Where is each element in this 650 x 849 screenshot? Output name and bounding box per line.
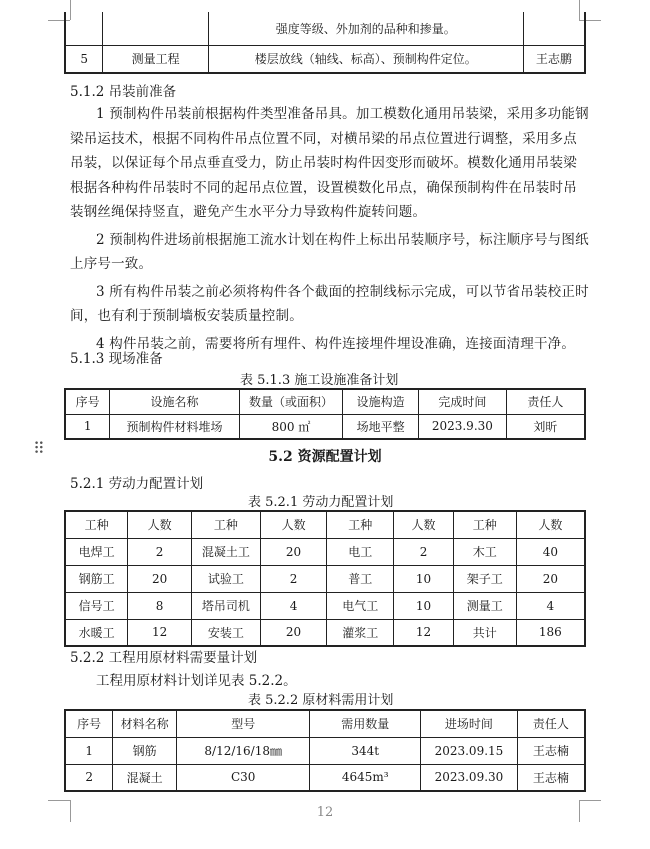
table-header-cell: 序号 [65, 389, 110, 414]
table-cell: 4645m³ [310, 764, 421, 791]
table-caption-5-2-1: 表 5.2.1 劳动力配置计划 [248, 495, 394, 510]
table-cell: 40 [516, 538, 585, 565]
table-cell: 架子工 [453, 565, 516, 592]
table-cell: 344t [310, 737, 421, 764]
table-header-cell: 人数 [260, 511, 327, 538]
table-cell: 电工 [327, 538, 394, 565]
top-table-cell: 王志鹏 [523, 45, 585, 73]
table-cell: 2023.09.30 [421, 764, 518, 791]
table-cell: 共计 [453, 619, 516, 646]
top-table-cell: 测量工程 [103, 45, 209, 73]
drag-handle-icon[interactable]: ⠿ [33, 439, 46, 458]
table-5-2-2 [64, 709, 586, 792]
table-cell: 水暖工 [65, 619, 128, 646]
table-cell: 王志楠 [517, 764, 585, 791]
table-cell: C30 [176, 764, 310, 791]
table-cell: 钢筋工 [65, 565, 128, 592]
table-header-cell: 完成时间 [418, 389, 506, 414]
table-caption-5-2-2: 表 5.2.2 原材料需用计划 [248, 693, 394, 708]
table-cell: 2 [394, 538, 454, 565]
table-cell: 信号工 [65, 592, 128, 619]
paragraph: 3 所有构件吊装之前必须将构件各个截面的控制线标示完成，可以节省吊装校正时间，也有利于预制墙板安装质量控制。 [70, 283, 589, 324]
table-cell: 12 [128, 619, 192, 646]
table-cell: 2 [260, 565, 327, 592]
table-cell: 20 [516, 565, 585, 592]
table-cell: 4 [260, 592, 327, 619]
table-row [65, 565, 585, 592]
table-5-2-1 [64, 510, 586, 647]
top-table-cell: 强度等级、外加剂的品种和掺量。 [208, 12, 523, 45]
table-header-cell: 工种 [327, 511, 394, 538]
table-row [65, 538, 585, 565]
table-caption-5-1-3: 表 5.1.3 施工设施准备计划 [240, 373, 399, 388]
table-header-cell: 需用数量 [310, 710, 421, 737]
table-cell: 王志楠 [517, 737, 585, 764]
table-header-cell: 型号 [176, 710, 310, 737]
table-cell: 10 [394, 592, 454, 619]
table-cell: 塔吊司机 [192, 592, 261, 619]
table-header-cell: 设施名称 [110, 389, 239, 414]
table-cell: 1 [65, 414, 110, 439]
table-cell: 刘昕 [506, 414, 585, 439]
section-5-2-2-intro: 工程用原材料计划详见表 5.2.2。 [96, 673, 297, 689]
table-row [65, 619, 585, 646]
table-cell: 试验工 [192, 565, 261, 592]
table-cell: 安装工 [192, 619, 261, 646]
table-cell: 混凝土工 [192, 538, 261, 565]
table-cell: 8/12/16/18㎜ [176, 737, 310, 764]
table-cell: 灌浆工 [327, 619, 394, 646]
table-cell: 混凝土 [113, 764, 177, 791]
table-cell: 测量工 [453, 592, 516, 619]
table-cell: 预制构件材料堆场 [110, 414, 239, 439]
table-header-cell: 人数 [128, 511, 192, 538]
crop-mark-bottom-right-h [579, 800, 601, 801]
table-cell: 木工 [453, 538, 516, 565]
paragraph: 1 预制构件吊装前根据构件类型准备吊具。加工模数化通用吊装梁，采用多功能钢梁吊运技术，根据不同构件吊点位置不同，对横吊梁的吊点位置进行调整，采用多点吊装，以保证每个吊点垂直受力，防止吊装时构件因变形而破坏。模数化通用吊装梁根据各种构件吊装时不同的起吊点位置，设置模数化吊点，确保预制构件在吊装时吊装钢丝绳保持竖直，避免产生水平分力导致构件旋转问题。 [70, 106, 589, 220]
table-cell: 2023.09.15 [421, 737, 518, 764]
table-cell: 电气工 [327, 592, 394, 619]
table-header-cell: 工种 [453, 511, 516, 538]
table-row [65, 592, 585, 619]
table-cell: 20 [260, 619, 327, 646]
table-cell: 1 [65, 737, 113, 764]
table-row [65, 737, 585, 764]
table-cell: 2 [65, 764, 113, 791]
table-row [65, 764, 585, 791]
table-cell: 场地平整 [343, 414, 419, 439]
table-cell: 钢筋 [113, 737, 177, 764]
table-header-row [65, 511, 585, 538]
table-cell: 普工 [327, 565, 394, 592]
top-table [64, 12, 586, 74]
table-header-row [65, 710, 585, 737]
table-cell: 8 [128, 592, 192, 619]
table-cell: 2023.9.30 [418, 414, 506, 439]
table-cell: 2 [128, 538, 192, 565]
paragraph: 4 构件吊装之前，需要将所有埋件、构件连接埋件埋设准确，连接面清理干净。 [96, 335, 576, 352]
page-number: 12 [316, 805, 334, 820]
table-cell: 800 ㎡ [239, 414, 343, 439]
table-header-cell: 进场时间 [421, 710, 518, 737]
table-header-cell: 人数 [516, 511, 585, 538]
table-header-cell: 人数 [394, 511, 454, 538]
table-header-cell: 工种 [65, 511, 128, 538]
section-heading-5-1-3: 5.1.3 现场准备 [70, 351, 163, 367]
table-cell: 电焊工 [65, 538, 128, 565]
section-heading-5-2-2: 5.2.2 工程用原材料需要量计划 [70, 650, 258, 666]
table-cell: 4 [516, 592, 585, 619]
table-header-cell: 责任人 [517, 710, 585, 737]
section-heading-5-2-1: 5.2.1 劳动力配置计划 [70, 476, 204, 492]
top-table-cell: 楼层放线（轴线、标高）、预制构件定位。 [208, 45, 523, 73]
table-header-cell: 责任人 [506, 389, 585, 414]
crop-mark-bottom-left-h [48, 800, 70, 801]
table-cell: 20 [128, 565, 192, 592]
section-heading-5-1-2: 5.1.2 吊装前准备 [70, 84, 177, 100]
table-cell: 12 [394, 619, 454, 646]
table-cell: 10 [394, 565, 454, 592]
table-header-cell: 数量（或面积） [239, 389, 343, 414]
table-header-cell: 材料名称 [113, 710, 177, 737]
table-5-1-3 [64, 388, 586, 440]
top-table-cell: 5 [65, 45, 103, 73]
table-cell: 186 [516, 619, 585, 646]
table-cell: 20 [260, 538, 327, 565]
table-header-cell: 序号 [65, 710, 113, 737]
section-5-1-2-body [70, 102, 590, 356]
table-header-cell: 设施构造 [343, 389, 419, 414]
section-title-5-2: 5.2 资源配置计划 [268, 449, 382, 465]
paragraph: 2 预制构件进场前根据施工流水计划在构件上标出吊装顺序号，标注顺序号与图纸上序号一致。 [70, 231, 589, 272]
table-header-cell: 工种 [192, 511, 261, 538]
